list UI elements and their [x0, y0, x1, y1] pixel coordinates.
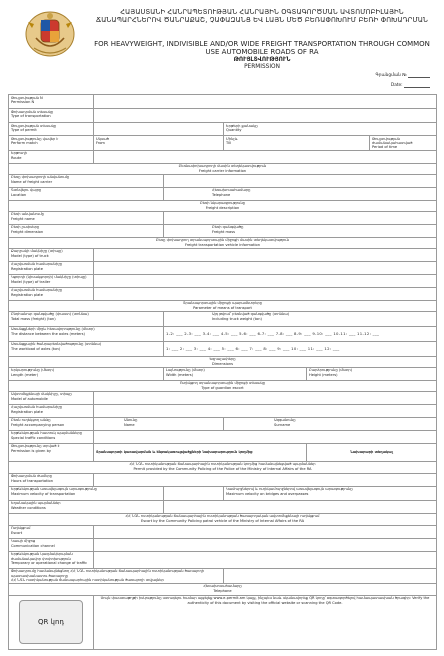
- row-hours: [9, 473, 437, 486]
- row-axle-distance: [9, 326, 437, 341]
- label-transport-type: Փոխադրման տեսակը Type of transportation: [9, 109, 94, 123]
- value-escort-plate: [94, 404, 437, 417]
- label-model-truck: Քարշակի մակնիշը (տիպը) Model (type) of truck: [9, 248, 94, 261]
- label-length: Երկարությունը (մետր) Length (meter): [9, 367, 164, 380]
- label-axle-distance: Առանցքների միջև հեռավորությունը (մետր) The distance between the axles (meters): [9, 326, 164, 341]
- value-model-trailer: [94, 274, 437, 287]
- label-location: Գտնվելու վայրը Location: [9, 187, 164, 200]
- row-dimensions: [9, 367, 437, 380]
- label-escort-plate: Հաշվառման համարանիշը Registration plate: [9, 404, 94, 417]
- row-max-velocity: [9, 486, 437, 500]
- label-carrier-name: Բեռը փոխադրողի անվանումը Name of freight carrier: [9, 174, 164, 187]
- row-perform: [9, 136, 437, 151]
- section-escort: [9, 380, 437, 391]
- label-special-conditions: Երթևեկության հատուկ պայմանները Special traffic conditions: [9, 430, 94, 443]
- label-max-velocity: Երթևեկության առավելագույն արագությունը Maximum velocity of transportation: [9, 486, 164, 500]
- row-carrier-name: [9, 174, 437, 187]
- value-weather: [164, 500, 437, 513]
- label-axle-load: Առանցքային ծանրաբեռնվածությունը (տոննա) The workload of axles (ton): [9, 341, 164, 356]
- label-escort-person: Բեռն ուղեկցող անձը Freight accompanying person: [9, 417, 94, 430]
- row-escort-model: [9, 391, 437, 404]
- row-route: [9, 150, 437, 163]
- label-max-velocity-bridges: Կամուրջներով և ուղեկամուրջներով առավելագույն արագությունը Maximum velocity on bridges and overpasses: [224, 486, 437, 500]
- permit-heading: ԹՈՒՅԼՏՎՈՒԹՅՈՒՆ PERMISSION: [233, 57, 291, 70]
- label-responsible: Փոխադրումը համաձայնեցնող ՀՀ ՆԳՆ ոստիկանության ճանապարհային ոստիկանության ծառայողի պատասխանատու ծառայողը ՀՀ ՆԳՆ ոստիկանության ճանապարհային ոստիկանության ծառայողի տվյալներ: [9, 568, 224, 583]
- label-height: Բարձրությունը (մետր) Height (meters): [307, 367, 437, 380]
- section-freight-heading: Բեռի նկարագրությունը Freight description: [9, 200, 437, 211]
- section-vehicle-heading: Բեռը փոխադրող տրանսպորտային միջոցի մասին տեղեկատվություն Freight transportation vehicle information: [9, 237, 437, 248]
- row-permit-type: [9, 123, 437, 136]
- section-police-heading: ՀՀ ՆԳՆ ոստիկանության ճանապարհային ոստիկանության կողմից համաձայնեցված պայմաններ Permit provided by the Community Policing of the Police of the Ministry of Internal Affairs of the RA: [9, 461, 437, 473]
- qr-cell: [9, 595, 94, 649]
- value-communication: [94, 538, 437, 551]
- row-permission-number: [9, 95, 437, 109]
- row-escort: [9, 525, 437, 538]
- row-location: [9, 187, 437, 200]
- row-total-mass: [9, 311, 437, 326]
- registration-number-field: Գրանցման №: [376, 73, 430, 78]
- row-reg-plate-trailer: [9, 287, 437, 300]
- label-weather: Եղանակային պայմաններ Weather conditions: [9, 500, 164, 513]
- row-model-trailer: [9, 274, 437, 287]
- value-carrier-name: [164, 174, 437, 187]
- value-special-conditions: [94, 430, 437, 443]
- section-escort-police: [9, 513, 437, 525]
- row-escort-plate: [9, 404, 437, 417]
- row-model-truck: [9, 248, 437, 261]
- section-vehicle: [9, 237, 437, 248]
- title-english: FOR HEAVYWEIGHT, INDIVISIBLE AND/OR WIDE FREIGHT TRANSPORTATION THROUGH COMMON USE AUTOMOBILE ROADS OF RA: [94, 40, 430, 57]
- value-escort-model: [94, 391, 437, 404]
- label-from: Սկսած From: [94, 136, 224, 151]
- section-police: [9, 461, 437, 473]
- label-including-weight: Այդ թվում՝ բեռնված զանգվածը (տոննա) Including truck weight (ton): [164, 311, 437, 326]
- value-freight-name: [164, 211, 437, 224]
- qr-code-placeholder[interactable]: QR կոդ: [19, 600, 83, 644]
- label-route: Երթուղի Route: [9, 150, 94, 163]
- label-freight-dimension: Բեռի չափսերը Freight dimension: [9, 224, 164, 237]
- axle-distance-fields: 1-2: ___ 2-3: ___ 3-4: ___ 4-5: ___ 5-6: ___ 6-7: ___ 7-8: ___ 8-9: ___ 9-10: ___ 10-11: ___ 11-12: ___: [164, 326, 437, 341]
- armenian-coat-of-arms-icon: [22, 8, 78, 60]
- row-escort-person: [9, 417, 437, 430]
- value-hours: [94, 473, 437, 486]
- label-width: Լայնությունը (մետր) Width (meters): [164, 367, 307, 380]
- value-model-truck: [94, 248, 437, 261]
- document-header: [8, 4, 436, 94]
- signature-deputy-minister: Նախարարի տեղակալ: [307, 443, 437, 461]
- label-communication: Կապի միջոց Communication channel: [9, 538, 94, 551]
- label-till: Մինչև Till: [224, 136, 370, 151]
- label-given-by: Թույլտվությունը տրված է Permission is given by: [9, 443, 94, 461]
- section-carrier-heading: Բեռնափոխադրողի մասին տեղեկատվություն Freight carrier information: [9, 163, 437, 174]
- row-reg-plate-truck: [9, 261, 437, 274]
- label-permission-number: Թույլտվության N Permission N: [9, 95, 94, 109]
- value-reg-plate-trailer: [94, 287, 437, 300]
- title-armenian: ՀԱՅԱՍՏԱՆԻ ՀԱՆՐԱՊԵՏՈՒԹՅԱՆ ՀԱՆՐԱՅԻՆ ՕԳՏԱԳՈՐԾՄԱՆ ԱՎՏՈՄՈԲԻԼԱՅԻՆ ՃԱՆԱՊԱՐՀՆԵՐՈՎ ԾԱՆՐԱՔԱՇ, ՉԱՓԱԶԱՆՑ ԵՎ ԼԱՅՆ ՄԵԾ ԲԵՌԱՓՈԽՈՒՄ ԲԵՌԻ ՓՈԽԱԴՐՄԱՆ: [96, 8, 428, 25]
- label-quantity: Երթերի քանակը Quantity: [224, 123, 437, 136]
- label-permit-type: Թույլտվության տեսակը Type of permit: [9, 123, 94, 136]
- section-carrier: [9, 163, 437, 174]
- label-model-trailer: Կցորդի (կիսակցորդի) մակնիշը (տիպը) Model (type) of trailer: [9, 274, 94, 287]
- value-given-by: Տրանսպորտի կառավարման և ենթակառուցվածքների նախարարություն կողմից: [94, 443, 307, 461]
- section-freight: [9, 200, 437, 211]
- date-line: [404, 87, 430, 88]
- row-phone2: [9, 583, 437, 595]
- permit-form-table: [8, 94, 437, 650]
- value-reg-plate-truck: [94, 261, 437, 274]
- label-perform: Թույլտվությունը վավեր է Perform match: [9, 136, 94, 151]
- value-escort: [94, 525, 437, 538]
- row-freight-dimension: [9, 224, 437, 237]
- label-total-mass: Ընդհանուր զանգվածը (փաստ) (տոննա) Total mass (freight) (ton): [9, 311, 164, 326]
- label-period: Թույլտվության ժամանակահատված Period of time: [370, 136, 437, 151]
- registration-number-line: [408, 77, 430, 78]
- label-escort: Ուղեկցում Escort: [9, 525, 94, 538]
- value-max-velocity: [164, 486, 224, 500]
- label-telephone: Հեռախոսահամարը Telephone: [164, 187, 437, 200]
- row-footer: [9, 595, 437, 649]
- axle-load-fields: 1: ___ 2: ___ 3: ___ 4: ___ 5: ___ 6: ___ 7: ___ 8: ___ 9: ___ 10: ___ 11: ___ 12: ___: [164, 341, 437, 356]
- section-dimensions-heading: Եզրաչափերը Dimensions: [9, 356, 437, 367]
- row-communication: [9, 538, 437, 551]
- row-special-conditions: [9, 430, 437, 443]
- section-escort-police-heading: ՀՀ ՆԳՆ ոստիկանության ճանապարհային ոստիկանության ծառայողական ավտոմեքենայի ուղեկցում Escort by the Community Policing patrol vehicle of the Ministry of Internal Affairs of the RA: [9, 513, 437, 525]
- label-name: Անունը Name: [94, 417, 224, 430]
- row-weather: [9, 500, 437, 513]
- row-responsible: [9, 568, 437, 583]
- value-permission-number: [94, 95, 437, 109]
- section-dimensions: [9, 356, 437, 367]
- label-reg-plate-trailer: Հաշվառման համարանիշը Registration plate: [9, 287, 94, 300]
- label-hours: Փոխադրման ժամերը Hours of transportation: [9, 473, 94, 486]
- label-reg-plate-truck: Հաշվառման համարանիշը Registration plate: [9, 261, 94, 274]
- value-route: [94, 150, 437, 163]
- label-freight-mass: Բեռի զանգվածը Freight mass: [164, 224, 437, 237]
- label-freight-name: Բեռի անվանումը Freight name: [9, 211, 164, 224]
- date-field: Date:: [391, 83, 430, 88]
- section-escort-heading: Ուղեկցող տրանսպորտային միջոցի տեսակը Type of guardian escort: [9, 380, 437, 391]
- label-telephone-2: Հեռախոսահամարը Telephone: [9, 583, 437, 595]
- label-surname: Ազգանունը Surname: [224, 417, 437, 430]
- label-temporary-change: Երթևեկության կազմակերպման ժամանակավոր փոփոխություն Temporary or operational change of traffic: [9, 551, 94, 568]
- value-permit-type: [94, 123, 224, 136]
- value-transport-type: [94, 109, 437, 123]
- section-parameters: [9, 300, 437, 311]
- label-escort-model: Ավտոմեքենայի մակնիշը, տիպը Model of automobile: [9, 391, 94, 404]
- value-temporary-change: [94, 551, 437, 568]
- section-parameters-heading: Տրանսպորտային միջոցի պարամետրերը Parameter of means of transport: [9, 300, 437, 311]
- value-responsible: [224, 568, 437, 583]
- row-axle-load: [9, 341, 437, 356]
- footer-note: Սույն փաստաթղթի իսկությունը ստուգելու համար այցելեք www.e-permit.am կայք, ինչպես նաև սկանավորեք QR կոդը՝ օգտագործելով համապատասխան ծրագիր։ Verify the authenticity of this document by visiting the official website or scanning the QR Code.: [94, 595, 437, 649]
- row-transport-type: [9, 109, 437, 123]
- row-temporary-change: [9, 551, 437, 568]
- row-freight-name: [9, 211, 437, 224]
- row-given-by: [9, 443, 437, 461]
